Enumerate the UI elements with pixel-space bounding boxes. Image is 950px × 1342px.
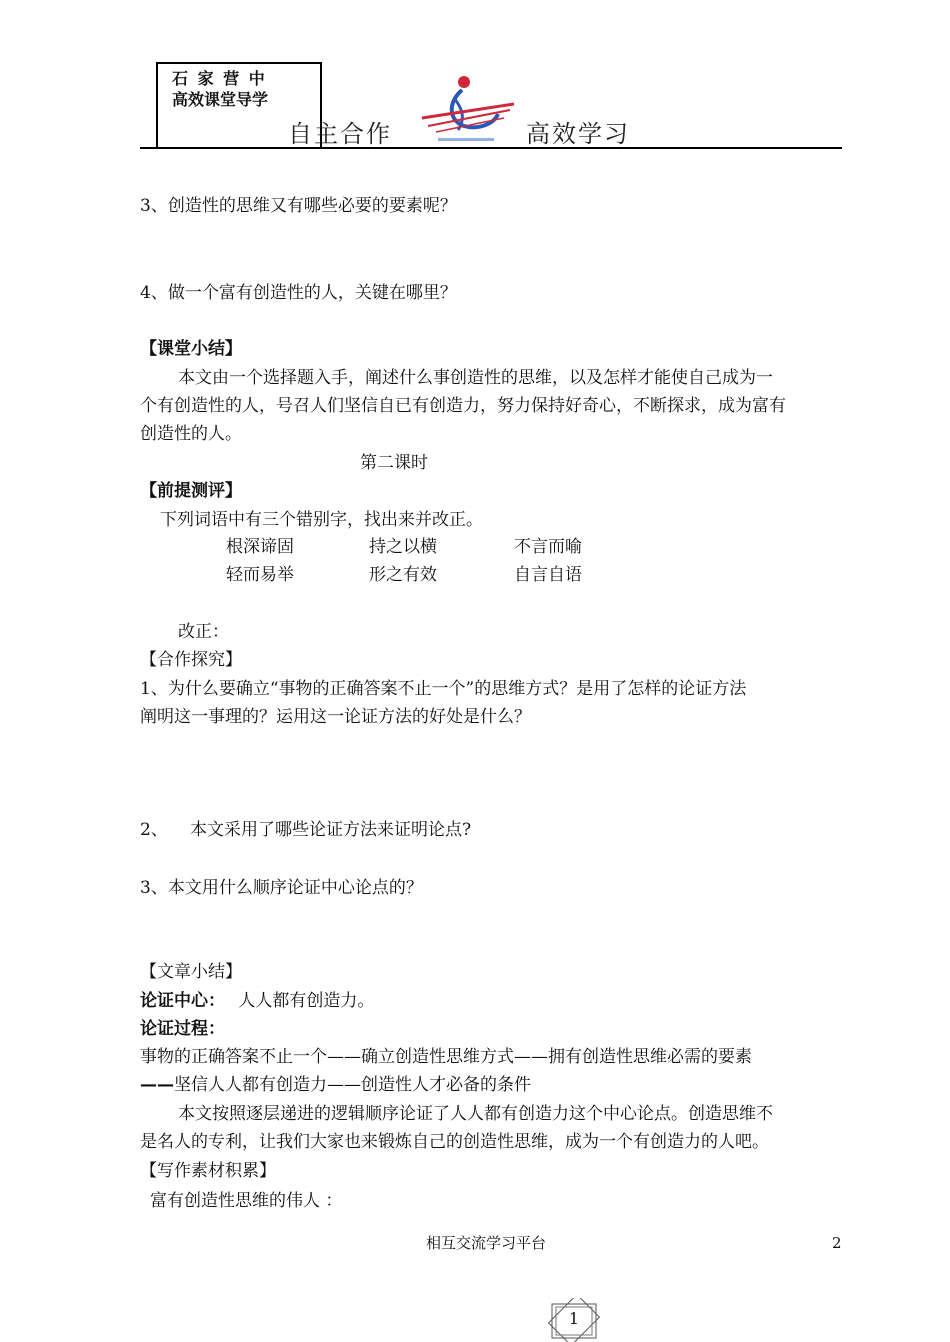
word-item: 自言自语 — [514, 565, 582, 585]
process-label: 论证过程： — [140, 1019, 225, 1039]
center-text: 人人都有创造力。 — [238, 991, 375, 1011]
paragraph-line-2: 是名人的专利，让我们大家也来锻炼自己的创造性思维，成为一个有创造力的人吧。 — [140, 1132, 769, 1152]
page-badge-number: 1 — [568, 1309, 580, 1328]
writing-line: 富有创造性思维的伟人 ： — [150, 1191, 343, 1211]
slogan-right: 高效学习 — [526, 120, 630, 148]
word-item: 轻而易举 — [226, 565, 294, 585]
summary-heading: 【课堂小结】 — [140, 339, 242, 359]
guide-title: 高效课堂导学 — [172, 90, 269, 109]
word-item: 形之有效 — [369, 565, 437, 585]
explore-q1-line-2: 阐明这一事理的？运用这一论证方法的好处是什么？ — [140, 707, 531, 727]
question-3: 3、创造性的思维又有哪些必要的要素呢？ — [140, 196, 457, 216]
explore-q3: 3、本文用什么顺序论证中心论点的？ — [140, 878, 423, 898]
pretest-instruction: 下列词语中有三个错别字，找出来并改正。 — [160, 510, 483, 530]
process-line-2: 坚信人人都有创造力——创造性人才必备的条件 — [174, 1075, 531, 1095]
lesson-2-title: 第二课时 — [360, 453, 428, 473]
header-rule — [140, 147, 842, 149]
process-line-1: 事物的正确答案不止一个——确立创造性思维方式——拥有创造性思维必需的要素 — [140, 1047, 752, 1067]
slogan-left: 自主合作 — [288, 120, 392, 148]
paragraph-line-1: 本文按照逐层递进的逻辑顺序论证了人人都有创造力这个中心论点。创造思维不 — [178, 1104, 773, 1124]
explore-q1-line-1: 1、为什么要确立“事物的正确答案不止一个”的思维方式？是用了怎样的论证方法 — [140, 679, 747, 699]
footer-platform: 相互交流学习平台 — [426, 1234, 547, 1252]
word-item: 不言而喻 — [514, 537, 582, 557]
process-dash: —— — [140, 1075, 174, 1095]
word-item: 根深谛固 — [226, 537, 294, 557]
article-summary-heading: 【文章小结】 — [140, 962, 242, 982]
explore-q2-text: 本文采用了哪些论证方法来证明论点? — [190, 820, 472, 840]
school-logo-icon — [418, 68, 518, 146]
center-label: 论证中心： — [140, 991, 225, 1011]
summary-line-3: 创造性的人。 — [140, 424, 242, 444]
page-number: 2 — [832, 1234, 842, 1252]
correction-label: 改正： — [178, 622, 229, 642]
page-badge — [544, 1298, 604, 1342]
summary-line-2: 个有创造性的人，号召人们坚信自已有创造力，努力保持好奇心，不断探求，成为富有 — [140, 396, 786, 416]
summary-line-1: 本文由一个选择题入手，阐述什么事创造性的思维，以及怎样才能使自己成为一 — [178, 368, 773, 388]
writing-heading: 【写作素材积累】 — [140, 1161, 276, 1181]
question-4: 4、做一个富有创造性的人，关键在哪里？ — [140, 283, 457, 303]
school-name: 石 家 营 中 — [172, 69, 267, 88]
explore-q2-number: 2、 — [140, 820, 168, 840]
pretest-heading: 【前提测评】 — [140, 481, 242, 501]
explore-heading: 【合作探究】 — [140, 650, 242, 670]
word-item: 持之以横 — [369, 537, 437, 557]
